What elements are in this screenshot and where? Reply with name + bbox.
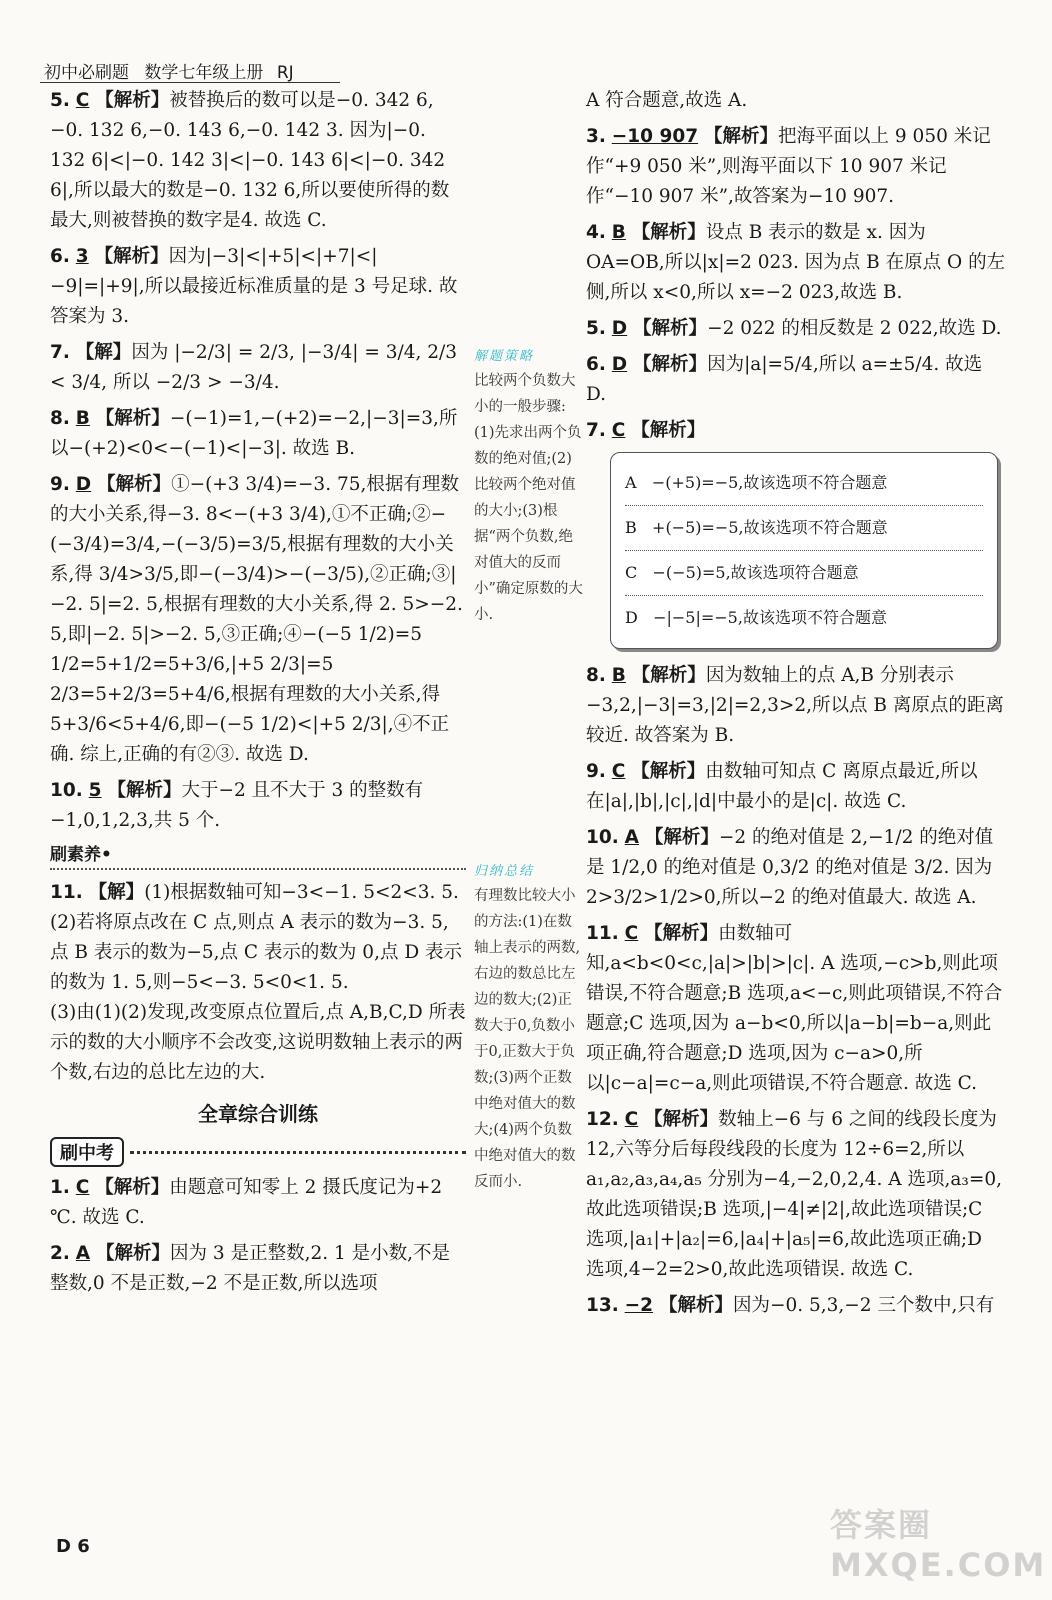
answer-choice: −10 907 [611, 126, 699, 147]
side-note-strategy: 比较两个负数大小的一般步骤:(1)先求出两个负数的绝对值;(2)比较两个绝对值的大小;(3)根据“两个负数,绝对值大的反而小”确定原数的大小. [474, 373, 583, 623]
solution-text: (1)根据数轴可知−3<−1. 5<2<3. 5. (2)若将原点改在 C 点,则点 A 表示的数为−3. 5,点 B 表示的数为−5,点 C 表示的数为 0,点 D 表示的数为 1. 5,则−5<−3. 5<0<1. 5. (3)由(1)(2)发现,改变原点位置后,点 A,B,C,D 所表示的数的大小顺序不会改变,这说明数轴上表示的两个数,右边的总比左边的大. [50, 882, 466, 1083]
analysis-label: 【解析】 [95, 408, 170, 429]
book-title: 初中必刷题 [44, 63, 129, 83]
answer-choice: B [611, 222, 626, 243]
answer-choice: 5 [88, 780, 102, 801]
solution-item [586, 314, 1006, 344]
solution-text: 大于−2 且不大于 3 的整数有−1,0,1,2,3,共 5 个. [50, 780, 424, 831]
solution-item [586, 122, 1006, 212]
question-number: 6. [586, 354, 606, 375]
analysis-label: 【解析】 [633, 318, 708, 339]
solution-text: 由数轴可知点 C 离原点最近,所以在|a|,|b|,|c|,|d|中最小的是|c|. 故选 C. [586, 761, 978, 812]
side-notes [474, 345, 584, 640]
option-label: A [625, 473, 637, 492]
analysis-label: 【解析】 [631, 222, 706, 243]
answer-choice: −2 [624, 1295, 654, 1316]
header-rule [40, 82, 340, 83]
section-label-literacy: 刷素养• [50, 842, 466, 870]
solution-item [50, 242, 466, 332]
solution-text: 因为数轴上的点 A,B 分别表示−3,2,|−3|=3,|2|=2,3>2,所以点 B 离原点的距离较近. 故答案为 B. [586, 665, 1004, 746]
solution-item [50, 404, 466, 464]
solution-text: 把海平面以上 9 050 米记作“+9 050 米”,则海平面以下 10 907 米记作“−10 907 米”,故答案为−10 907. [586, 126, 991, 207]
option-text: −(−5)=5,故该选项符合题意 [652, 563, 859, 582]
question-number: 10. [586, 827, 619, 848]
analysis-label: 【解析】 [704, 126, 779, 147]
analysis-label: 【解析】 [95, 1177, 170, 1198]
side-note-title-strategy: 解题策略 [474, 349, 535, 364]
question-number: 9. [50, 474, 70, 495]
solution-item [50, 338, 466, 398]
answer-choice: C [611, 420, 626, 441]
answer-choice: C [75, 90, 90, 111]
solution-item [50, 86, 466, 236]
analysis-label: 【解析】 [633, 354, 708, 375]
solution-item [586, 823, 1006, 913]
analysis-label: 【解析】 [94, 246, 169, 267]
option-row [625, 461, 983, 506]
option-row [625, 506, 983, 551]
question-number: 6. [50, 246, 70, 267]
solution-item [50, 470, 469, 770]
answer-choice: C [624, 1109, 639, 1130]
watermark-logo: 答案圈 MXQE.COM [830, 1506, 1047, 1584]
side-note-title-summary: 归纳总结 [474, 864, 535, 879]
question-number: 7. [50, 342, 70, 363]
option-text: +(−5)=−5,故该选项不符合题意 [652, 518, 888, 537]
subject-title: 数学七年级上册 [144, 63, 264, 83]
analysis-label: 【解析】 [96, 1243, 171, 1264]
solution-item [586, 416, 1006, 446]
analysis-label: 【解析】 [644, 827, 719, 848]
solution-text: ①−(+3 3/4)=−3. 75,根据有理数的大小关系,得−3. 8<−(+3 3/4),①不正确;②−(−3/4)=3/4,−(−3/5)=3/5,根据有理数的大小关系,得 3/4>3/5,即−(−3/4)>−(−3/5),②正确;③|−2. 5|=2. 5,根据有理数的大小关系,得 2. 5>−2. 5,即|−2. 5|>−2. 5,③正确;④−(−5 1/2)=5 1/2=5+1/2=5+3/6,|+5 2/3|=5 2/3=5+2/3=5+4/6,根据有理数的大小关系,得 5+3/6<5+4/6,即−(−5 1/2)<|+5 2/3|,④不正确. 综上,正确的有②③. 故选 D. [50, 474, 469, 765]
solution-item [50, 776, 466, 836]
solution-text: 被替换后的数可以是−0. 342 6, −0. 132 6,−0. 143 6,−0. 142 3. 因为|−0. 132 6|<|−0. 142 3|<|−0. 143 6|<|−0. 342 6|,所以最大的数是−0. 132 6,所以要使所得的数最大,则被替换的数字是4. 故选 C. [50, 90, 452, 231]
question-number: 12. [586, 1109, 619, 1130]
option-text: −(+5)=−5,故该选项不符合题意 [651, 473, 888, 492]
page-number: D 6 [56, 1536, 90, 1557]
option-row [625, 596, 983, 640]
edition-label: RJ [276, 63, 294, 83]
analysis-label: 【解析】 [631, 420, 706, 441]
running-header [44, 58, 294, 83]
solution-text: 由题意可知零上 2 摄氏度记为+2 ℃. 故选 C. [50, 1177, 448, 1228]
solution-text: 因为−0. 5,3,−2 三个数中,只有 [732, 1295, 995, 1316]
continued-text: A 符合题意,故选 A. [586, 90, 748, 111]
option-label: C [625, 563, 638, 582]
answer-choice: A [75, 1243, 91, 1264]
question-number: 11. [586, 923, 619, 944]
answer-choice: B [611, 665, 626, 686]
option-label: D [625, 608, 638, 627]
question-number: 3. [586, 126, 606, 147]
solution-text: 因为 3 是正整数,2. 1 是小数,不是整数,0 不是正数,−2 不是正数,所以选项 [50, 1243, 451, 1294]
question-number: 8. [586, 665, 606, 686]
question-number: 1. [50, 1177, 70, 1198]
question-number: 4. [586, 222, 606, 243]
answer-choice: C [611, 761, 626, 782]
solution-item [586, 661, 1006, 751]
answer-choice: A [624, 827, 639, 848]
side-note-summary: 有理数比较大小的方法:(1)在数轴上表示的两数,右边的数总比左边的数大;(2)正数大于0,负数小于0,正数大于负数;(3)两个正数中绝对值大的数大;(4)两个负数中绝对值大的数反而小. [474, 888, 581, 1190]
solution-item [50, 1239, 466, 1299]
analysis-label: 【解析】 [97, 474, 172, 495]
solution-text: −2 的绝对值是 2,−1/2 的绝对值是 1/2,0 的绝对值是 0,3/2 的绝对值是 3/2. 因为 2>3/2>1/2>0,所以−2 的绝对值最大. 故选 A. [586, 827, 999, 908]
solution-item [586, 218, 1006, 308]
question-number: 7. [586, 420, 606, 441]
analysis-label: 【解析】 [658, 1295, 733, 1316]
option-text: −|−5|=−5,故该选项不符合题意 [653, 608, 887, 627]
answer-choice: B [75, 408, 90, 429]
badge-dots [130, 1151, 466, 1154]
question-number: 5. [586, 318, 606, 339]
exam-section-badge [50, 1137, 466, 1167]
analysis-label: 【解】 [88, 882, 145, 903]
solution-item [50, 878, 466, 1088]
chapter-title: 全章综合训练 [198, 1102, 318, 1126]
solution-item [586, 1291, 1006, 1321]
question-number: 13. [586, 1295, 619, 1316]
question-number: 11. [50, 882, 83, 903]
question-number: 5. [50, 90, 70, 111]
analysis-label: 【解析】 [107, 780, 182, 801]
badge-label: 刷中考 [50, 1137, 124, 1167]
options-table [610, 452, 998, 649]
question-number: 9. [586, 761, 606, 782]
answer-choice: D [611, 354, 628, 375]
solution-item [586, 1105, 1006, 1285]
solution-text: 因为 |−2/3| = 2/3, |−3/4| = 3/4, 2/3 < 3/4, 所以 −2/3 > −3/4. [50, 342, 463, 393]
solution-text: 数轴上−6 与 6 之间的线段长度为 12,六等分后每段线段的长度为 12÷6=2,所以 a₁,a₂,a₃,a₄,a₅ 分别为−4,−2,0,2,4. A 选项,a₃=0,故此选项错误;B 选项,|−4|≠|2|,故此选项错误;C 选项,|a₁|+|a₂|=6,|a₄|+|a₅|=6,故此选项正确;D 选项,4−2=2>0,故此选项错误. 故选 C. [586, 1109, 1003, 1280]
analysis-label: 【解析】 [631, 665, 706, 686]
solution-text: −(−1)=1,−(+2)=−2,|−3|=3,所以−(+2)<0<−(−1)<|−3|. 故选 B. [50, 408, 458, 459]
analysis-label: 【解析】 [644, 1109, 719, 1130]
answer-choice: D [611, 318, 628, 339]
left-column [50, 86, 469, 1305]
solution-text: 由数轴可知,a<b<0<c,|a|>|b|>|c|. A 选项,−c>b,则此项错误,不符合题意;B 选项,a<−c,则此项错误,不符合题意;C 选项,因为 a−b<0,所以|a−b|=b−a,则此项正确,符合题意;D 选项,因为 c−a>0,所以|c−a|=c−a,则此项错误,不符合题意. 故选 C. [586, 923, 1003, 1094]
solution-item [50, 1173, 466, 1233]
question-number: 8. [50, 408, 70, 429]
answer-choice: D [75, 474, 92, 495]
question-number: 2. [50, 1243, 70, 1264]
solution-item [586, 350, 1006, 410]
solution-item [586, 757, 1006, 817]
right-column [586, 86, 1006, 1327]
answer-choice: C [75, 1177, 90, 1198]
analysis-label: 【解析】 [644, 923, 719, 944]
solution-text: 设点 B 表示的数是 x. 因为 OA=OB,所以|x|=2 023. 因为点 B 在原点 O 的左侧,所以 x<0,所以 x=−2 023,故选 B. [586, 222, 1006, 303]
analysis-label: 【解析】 [631, 761, 706, 782]
option-row [625, 551, 983, 596]
option-label: B [625, 518, 637, 537]
solution-item [586, 919, 1006, 1099]
analysis-label: 【解】 [75, 342, 132, 363]
analysis-label: 【解析】 [95, 90, 170, 111]
side-notes-2 [474, 860, 584, 1207]
solution-text: −2 022 的相反数是 2 022,故选 D. [707, 318, 1002, 339]
question-number: 10. [50, 780, 83, 801]
answer-choice: C [624, 923, 639, 944]
solution-text: 因为|−3|<|+5|<|+7|<|−9|=|+9|,所以最接近标准质量的是 3 号足球. 故答案为 3. [50, 246, 458, 327]
solution-text: 因为|a|=5/4,所以 a=±5/4. 故选 D. [586, 354, 989, 405]
answer-choice: 3 [75, 246, 89, 267]
